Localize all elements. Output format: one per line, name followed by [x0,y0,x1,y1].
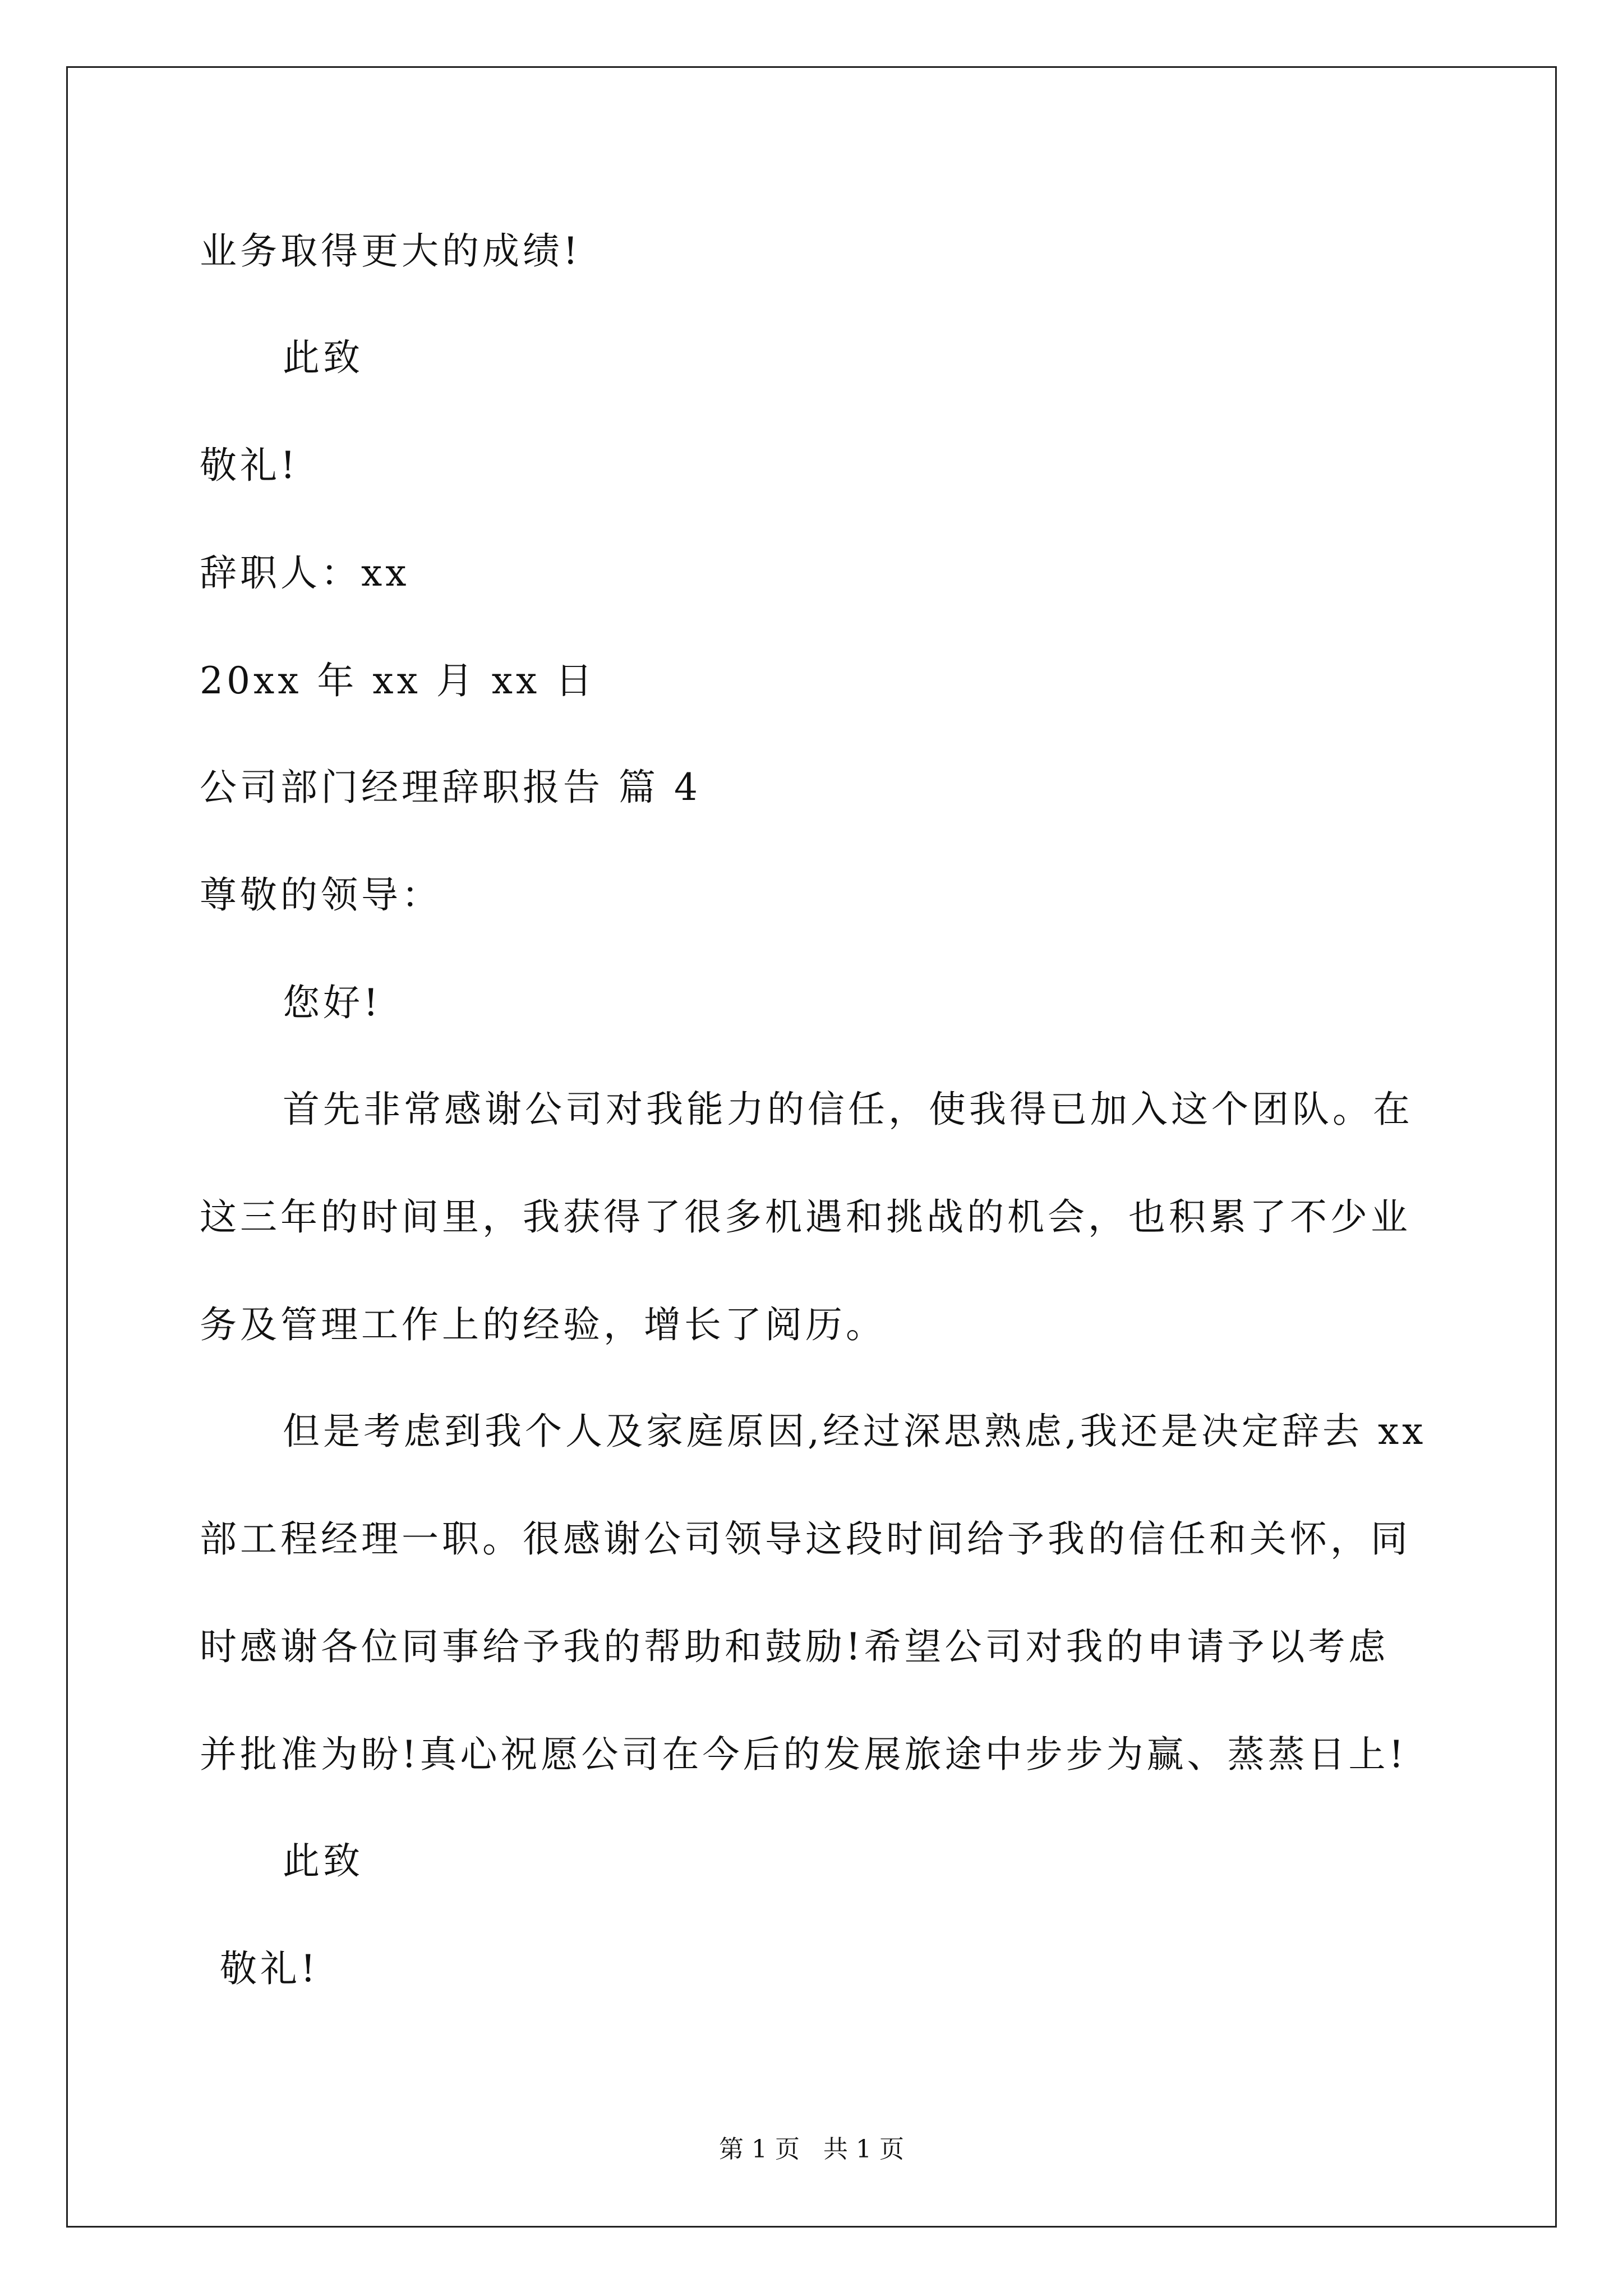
section-title: 公司部门经理辞职报告 篇 4 [200,766,701,809]
salutation-line: 此致 [283,1839,363,1883]
text-line: 业务取得更大的成绩! [200,229,582,273]
paragraph-line: 并批准为盼!真心祝愿公司在今后的发展旅途中步步为赢、蒸蒸日上! [200,1733,1408,1776]
closing-line: 敬礼! [220,1947,319,1990]
greeting-line: 尊敬的领导： [200,873,442,917]
page-border [66,66,1557,2228]
paragraph-line: 但是考虑到我个人及家庭原因,经过深思熟虑,我还是决定辞去 xx [283,1410,1427,1453]
page-footer [0,2137,1623,2162]
paragraph-line: 首先非常感谢公司对我能力的信任，使我得已加入这个团队。在 [283,1088,1413,1131]
closing-line: 敬礼! [200,444,299,487]
date-line: 20xx 年 xx 月 xx 日 [200,659,596,702]
paragraph-line: 时感谢各位同事给予我的帮助和鼓励!希望公司对我的申请予以考虑 [200,1625,1389,1668]
paragraph-line: 务及管理工作上的经验，增长了阅历。 [200,1303,886,1346]
hello-line: 您好! [283,981,382,1024]
signer-line: 辞职人：xx [200,551,410,595]
paragraph-line: 部工程经理一职。很感谢公司领导这段时间给予我的信任和关怀，同 [200,1517,1411,1561]
page-number: 第 1 页 [719,2135,800,2164]
paragraph-line: 这三年的时间里，我获得了很多机遇和挑战的机会，也积累了不少业 [200,1195,1411,1239]
salutation-line: 此致 [283,336,363,379]
page-count: 共 1 页 [823,2135,904,2164]
